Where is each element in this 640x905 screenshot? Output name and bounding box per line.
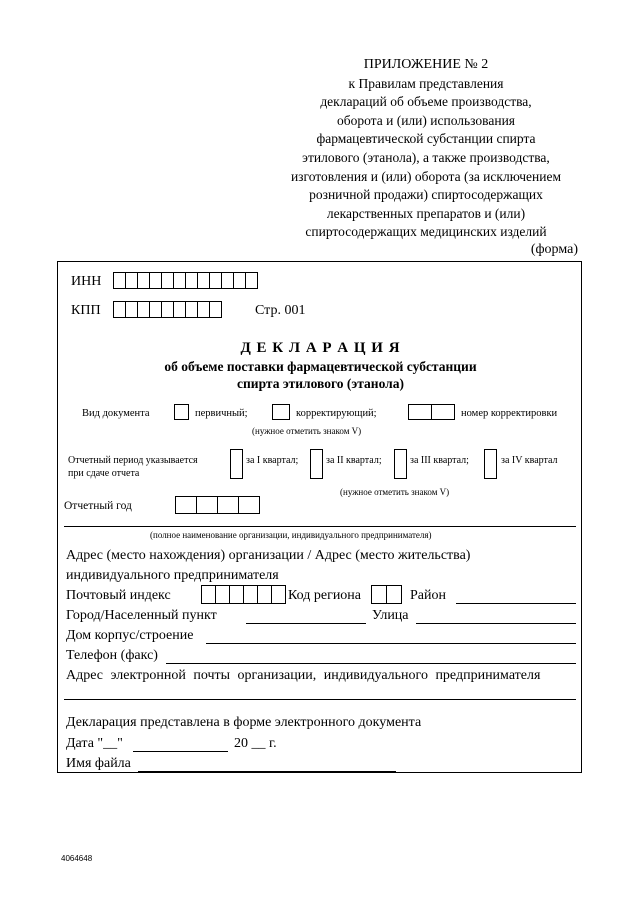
- file-name-field[interactable]: [138, 771, 396, 772]
- year-field[interactable]: [175, 496, 259, 514]
- date-month-field[interactable]: [133, 751, 228, 752]
- period-label-line1: Отчетный период указывается: [68, 455, 198, 466]
- q1-label: за I квартал;: [246, 455, 299, 466]
- region-code-field[interactable]: [371, 585, 401, 604]
- appendix-line: этилового (этанола), а также производства,: [302, 149, 550, 165]
- appendix-line: оборота и (или) использования: [336, 112, 516, 128]
- house-label: Дом корпус/строение: [66, 628, 194, 643]
- correction-number-label: номер корректировки: [461, 408, 558, 419]
- q2-checkbox[interactable]: [310, 449, 323, 479]
- electronic-doc-note: Декларация представлена в форме электронного документа: [66, 715, 422, 730]
- q2-label: за II квартал;: [326, 455, 382, 466]
- email-field[interactable]: [64, 699, 576, 700]
- year-label: Отчетный год: [64, 500, 132, 512]
- q3-checkbox[interactable]: [394, 449, 407, 479]
- file-name-label: Имя файла: [66, 756, 131, 771]
- address-label-line1: Адрес (место нахождения) организации / Адрес (место жительства): [66, 548, 471, 563]
- date-year: 20 __ г.: [234, 736, 277, 751]
- correction-number-field[interactable]: [408, 404, 454, 420]
- period-note: (нужное отметить знаком V): [340, 487, 450, 497]
- street-label: Улица: [372, 608, 409, 623]
- appendix-line: лекарственных препаратов и (или): [326, 205, 526, 221]
- q1-checkbox[interactable]: [230, 449, 243, 479]
- appendix-line: деклараций об объеме производства,: [320, 94, 532, 110]
- corrective-label: корректирующий;: [296, 408, 377, 419]
- declaration-subtitle-1: об объеме поставки фармацевтической субстанции: [164, 359, 477, 374]
- doc-type-note: (нужное отметить знаком V): [252, 426, 362, 436]
- inn-field[interactable]: [113, 272, 257, 289]
- q3-label: за III квартал;: [410, 455, 469, 466]
- appendix-line: розничной продажи) спиртосодержащих: [309, 187, 543, 203]
- phone-field[interactable]: [166, 663, 576, 664]
- declaration-title: Д Е К Л А Р А Ц И Я: [240, 340, 401, 356]
- doc-type-label: Вид документа: [82, 408, 150, 419]
- appendix-line: фармацевтической субстанции спирта: [316, 131, 536, 147]
- primary-checkbox[interactable]: [174, 404, 189, 420]
- form-code: 4064648: [61, 854, 93, 863]
- appendix-line: к Правилам представления: [348, 75, 504, 91]
- phone-label: Телефон (факс): [66, 648, 158, 663]
- date-label: Дата "__": [66, 736, 123, 751]
- district-label: Район: [410, 588, 446, 603]
- appendix-header: [280, 56, 572, 242]
- declaration-form: [57, 261, 582, 773]
- inn-label: ИНН: [71, 274, 102, 289]
- period-label-line2: при сдаче отчета: [68, 468, 140, 479]
- appendix-line: спиртосодержащих медицинских изделий: [305, 224, 547, 240]
- region-label: Код региона: [288, 588, 362, 603]
- kpp-label: КПП: [71, 303, 101, 318]
- district-field[interactable]: [456, 603, 576, 604]
- kpp-field[interactable]: [113, 301, 221, 318]
- declaration-subtitle-2: спирта этилового (этанола): [237, 376, 404, 391]
- house-field[interactable]: [206, 643, 576, 644]
- email-label: Адрес электронной почты организации, индивидуального предпринимателя: [66, 668, 541, 683]
- corrective-checkbox[interactable]: [272, 404, 290, 420]
- street-field[interactable]: [416, 623, 576, 624]
- address-label-line2: индивидуального предпринимателя: [66, 568, 279, 583]
- city-field[interactable]: [246, 623, 366, 624]
- appendix-line: изготовления и (или) оборота (за исключением: [290, 168, 562, 184]
- appendix-line: ПРИЛОЖЕНИЕ № 2: [363, 57, 489, 72]
- org-name-field[interactable]: [64, 526, 576, 527]
- page-number: Стр. 001: [255, 303, 306, 318]
- postal-code-field[interactable]: [201, 585, 285, 604]
- org-name-caption: (полное наименование организации, индивидуального предпринимателя): [150, 530, 432, 540]
- q4-checkbox[interactable]: [484, 449, 497, 479]
- postal-label: Почтовый индекс: [66, 588, 171, 603]
- form-label: (форма): [530, 242, 578, 257]
- q4-label: за IV квартал: [501, 455, 558, 466]
- city-label: Город/Населенный пункт: [66, 608, 217, 623]
- primary-label: первичный;: [195, 408, 248, 419]
